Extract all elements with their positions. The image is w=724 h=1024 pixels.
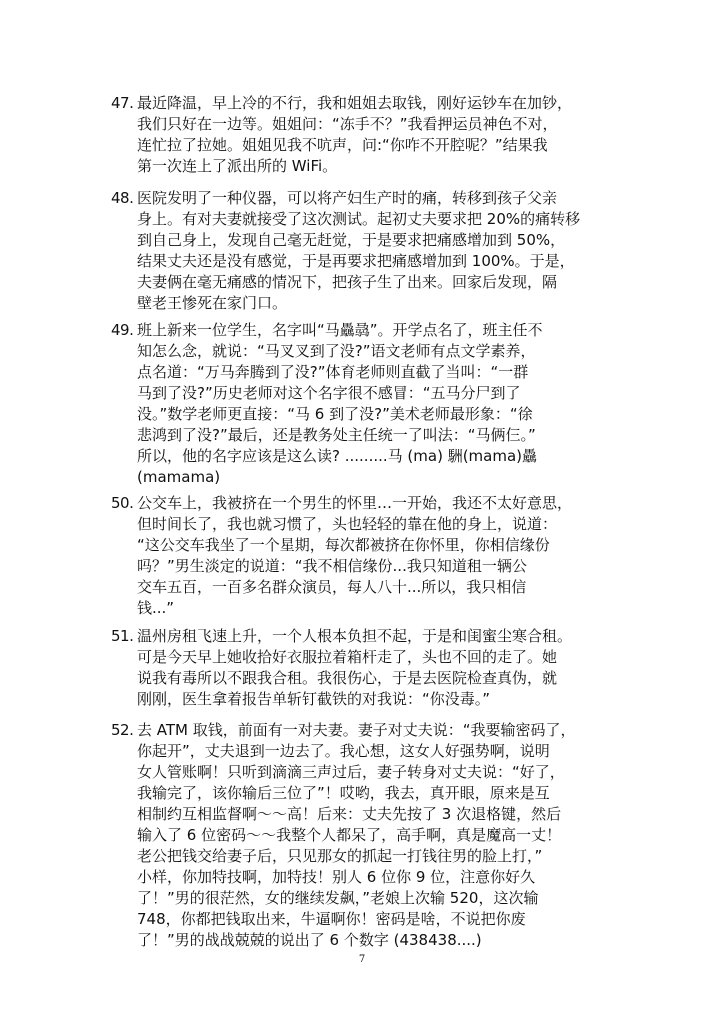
- joke-item-50: [111, 493, 631, 619]
- text-line: 交车五百，一百多名群众演员，每人八十...所以，我只相信: [137, 578, 527, 596]
- joke-item-51: [111, 626, 631, 710]
- text-line: 公交车上，我被挤在一个男生的怀里…一开始，我还不太好意思，: [137, 494, 573, 512]
- text-line: 到自己身上，发现自己毫无赶觉，于是要求把痛感增加到 50%，: [137, 231, 566, 249]
- text-line: 马到了没?”历史老师对这个名字很不感冒：“五马分尸到了: [137, 384, 521, 402]
- text-line: 去 ATM 取钱，前面有一对夫妻。妻子对丈夫说：“我要输密码了，: [137, 721, 576, 739]
- text-line: 钱...”: [137, 599, 175, 617]
- item-text: [137, 93, 631, 177]
- item-text: [137, 188, 631, 314]
- page-number: 7: [358, 954, 366, 965]
- text-line: 夫妻俩在毫无痛感的情况下，把孩子生了出来。回家后发现，隔: [137, 273, 558, 291]
- text-line: 所以，他的名字应该是这么读? .........马 (ma) 駲(mama)驫: [137, 447, 537, 465]
- item-number: 48.: [111, 189, 134, 207]
- text-line: 但时间长了，我也就习惯了，头也轻轻的靠在他的身上，说道：: [137, 515, 558, 533]
- text-line: 知怎么念，就说：“马叉叉到了没?”语文老师有点文学素养，: [137, 342, 536, 360]
- text-line: 壁老王惨死在家门口。: [137, 294, 288, 312]
- text-line: 刚刚，医生拿着报告单斩钉截铁的对我说：“你没毒。”: [137, 690, 491, 708]
- text-line: 输入了 6 位密码～～我整个人都呆了，高手啊，真是魔高一丈！: [137, 826, 562, 844]
- text-line: “这公交车我坐了一个星期，每次都被挤在你怀里，你相信缘份: [137, 536, 550, 554]
- item-number: 52.: [111, 721, 134, 739]
- text-line: 温州房租飞速上升，一个人根本负担不起，于是和闺蜜尘寒合租。: [137, 627, 573, 645]
- text-line: 了！”男的很茫然，女的继续发飙，”老娘上次输 520，这次输: [137, 889, 539, 907]
- text-line: 连忙拉了拉她。姐姐见我不吭声，问:“你咋不开腔呢？”结果我: [137, 136, 548, 154]
- text-line: 最近降温，早上冷的不行，我和姐姐去取钱，刚好运钞车在加钞，: [137, 94, 573, 112]
- text-line: 结果丈夫还是没有感觉，于是再要求把痛感增加到 100%。于是，: [137, 252, 575, 270]
- text-line: 医院发明了一种仪器，可以将产妇生产时的痛，转移到孩子父亲: [137, 189, 558, 207]
- text-line: 说我有毒所以不跟我合租。我很伤心，于是去医院检查真伪，就: [137, 669, 558, 687]
- text-line: 点名道：“万马奔腾到了没?”体育老师则直截了当叫：“一群: [137, 363, 529, 381]
- item-text: [137, 493, 631, 619]
- text-line: 748，你都把钱取出来，牛逼啊你！密码是啥，不说把你废: [137, 910, 526, 928]
- text-line: 你起开”，丈夫退到一边去了。我心想，这女人好强势啊，说明: [137, 742, 550, 760]
- text-line: 第一次连上了派出所的 WiFi。: [137, 157, 338, 175]
- text-line: (mamama): [137, 468, 221, 486]
- text-line: 吗？”男生淡定的说道：“我不相信缘份...我只知道租一辆公: [137, 557, 527, 575]
- text-line: 我们只好在一边等。姐姐问：“冻手不？”我看押运员神色不对，: [137, 115, 558, 133]
- item-number: 50.: [111, 494, 134, 512]
- item-number: 49.: [111, 321, 134, 339]
- text-line: 身上。有对夫妻就接受了这次测试。起初丈夫要求把 20%的痛转移: [137, 210, 581, 228]
- text-line: 了！”男的战战兢兢的说出了 6 个数字 (438438....): [137, 931, 482, 949]
- text-line: 悲鸿到了没?”最后，还是教务处主任统一了叫法：“马俩仨。”: [137, 426, 536, 444]
- text-line: 老公把钱交给妻子后，只见那女的抓起一打钱往男的脸上打，”: [137, 847, 543, 865]
- text-line: 我输完了，该你输后三位了”！哎哟，我去，真开眼，原来是互: [137, 784, 550, 802]
- text-line: 班上新来一位学生，名字叫“马驫骉”。开学点名了，班主任不: [137, 321, 543, 339]
- joke-item-49: [111, 320, 631, 488]
- item-text: [137, 626, 631, 710]
- item-text: [137, 320, 631, 488]
- joke-item-47: [111, 93, 631, 177]
- text-line: 可是今天早上她收拾好衣服拉着箱杆走了，头也不回的走了。她: [137, 648, 558, 666]
- item-number: 47.: [111, 94, 134, 112]
- text-line: 小样，你加特技啊，加特技！别人 6 位你 9 位，注意你好久: [137, 868, 536, 886]
- text-line: 没。”数学老师更直接：“马 6 到了没?”美术老师最形象：“徐: [137, 405, 533, 423]
- joke-item-48: [111, 188, 631, 314]
- joke-item-52: [111, 720, 631, 951]
- item-number: 51.: [111, 627, 134, 645]
- item-text: [137, 720, 631, 951]
- text-line: 女人管账啊！只听到滴滴三声过后，妻子转身对丈夫说：“好了，: [137, 763, 565, 781]
- text-line: 相制约互相监督啊～～高！后来：丈夫先按了 3 次退格键，然后: [137, 805, 562, 823]
